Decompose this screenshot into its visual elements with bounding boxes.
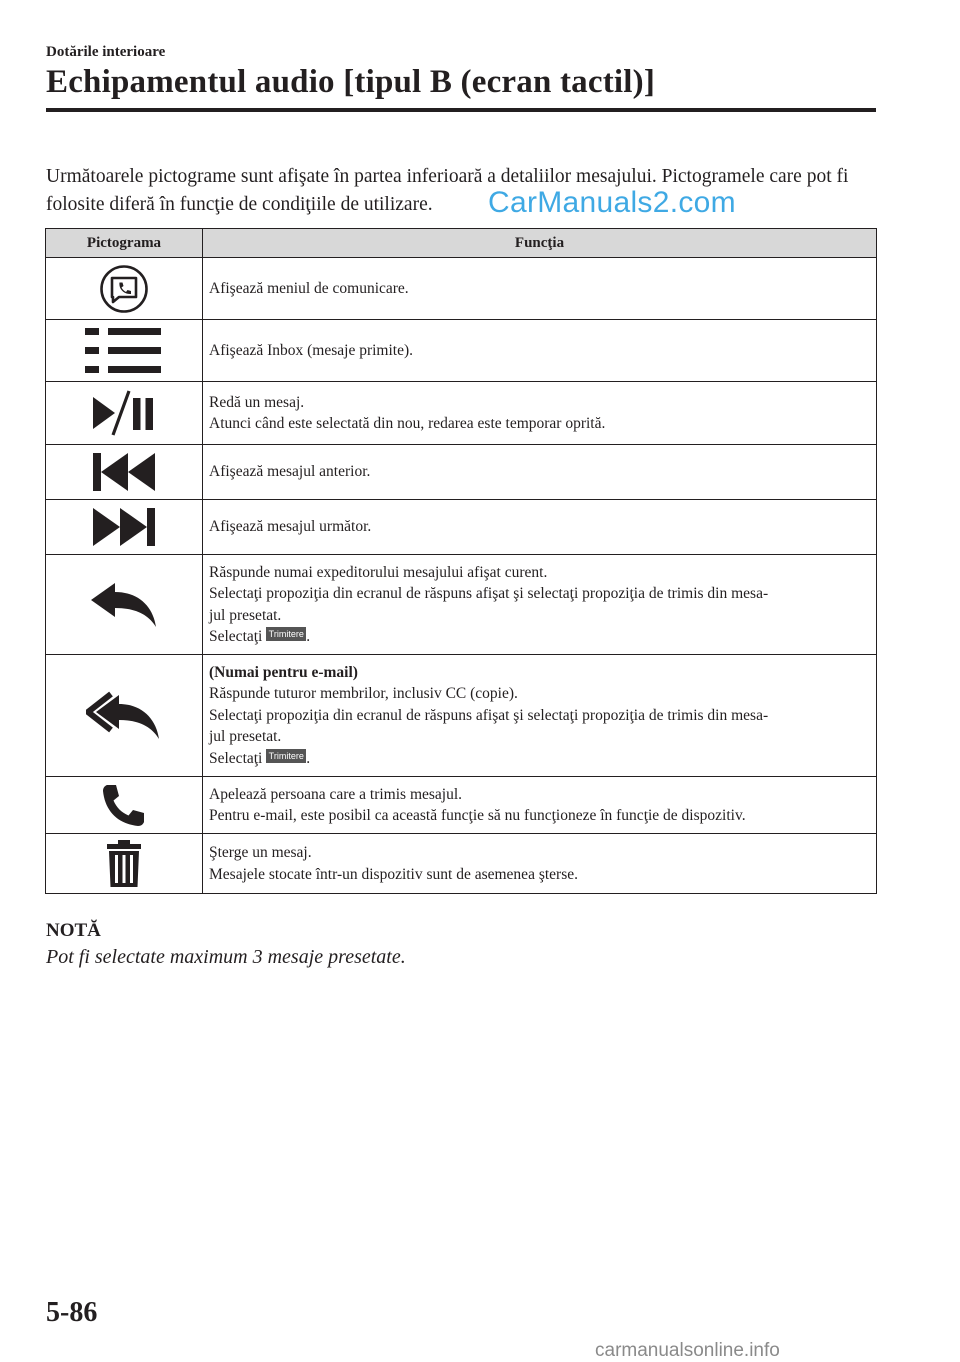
function-cell: [203, 320, 877, 382]
icon-cell: [46, 834, 203, 894]
select-line: [209, 748, 870, 770]
icon-cell: [46, 320, 203, 382]
title-rule: [46, 108, 876, 112]
table-row: [46, 320, 877, 382]
icon-cell: [46, 777, 203, 834]
select-suffix: .: [306, 628, 311, 645]
icon-cell: [46, 258, 203, 320]
function-cell: [203, 258, 877, 320]
function-text: Mesajele stocate într-un dispozitiv sunt de asemenea şterse.: [209, 865, 578, 883]
function-text: Şterge un mesaj.: [209, 844, 312, 861]
next-icon: [92, 506, 156, 548]
table-row: [46, 500, 877, 555]
icon-cell: [46, 500, 203, 555]
icon-cell: [46, 555, 203, 655]
function-text: jul presetat.: [209, 728, 282, 746]
select-prefix: Selectaţi: [209, 749, 263, 767]
function-text: Atunci când este selectată din nou, redarea este temporar oprită.: [209, 415, 606, 432]
function-text: Răspunde tuturor membrilor, inclusiv CC (copie).: [209, 685, 518, 703]
table-row: [46, 445, 877, 500]
send-button[interactable]: Trimitere: [266, 627, 306, 641]
intro-paragraph: Următoarele pictograme sunt afişate în partea inferioară a detaliilor mesajului. Pictogramele care pot fi folosite diferă în funcţie de condiţiile de utilizare.: [46, 166, 849, 215]
function-cell: [203, 382, 877, 445]
function-text: Redă un mesaj.: [209, 393, 305, 411]
table-row: [46, 555, 877, 655]
table-row: [46, 258, 877, 320]
function-text: Afişează Inbox (mesaje primite).: [209, 341, 413, 359]
function-text-bold: (Numai pentru e-mail): [209, 663, 358, 681]
select-line: [209, 626, 870, 648]
icon-cell: [46, 655, 203, 777]
function-cell: [203, 500, 877, 555]
play-pause-icon: [89, 388, 159, 438]
section-label: Dotările interioare: [46, 44, 166, 60]
reply-icon: [89, 581, 159, 629]
function-text: Răspunde numai expeditorului mesajului afişat curent.: [209, 563, 548, 581]
function-text: Selectaţi propoziţia din ecranul de răspuns afişat şi selectaţi propoziţia de trimis din mesa-: [209, 706, 769, 724]
trash-icon: [105, 839, 143, 889]
function-text: Selectaţi propoziţia din ecranul de răspuns afişat şi selectaţi propoziţia de trimis din mesa-: [209, 585, 769, 602]
function-text: Afişează mesajul anterior.: [209, 463, 371, 481]
page-title: Echipamentul audio [tipul B (ecran tactil)]: [46, 64, 656, 100]
header-function: Funcţia: [203, 229, 877, 258]
inbox-list-icon: [83, 326, 165, 376]
function-text: Afişează mesajul următor.: [209, 518, 372, 536]
watermark: CarManuals2.com: [488, 186, 736, 219]
function-text: jul presetat.: [209, 606, 282, 624]
icon-cell: [46, 382, 203, 445]
table-row: [46, 382, 877, 445]
icon-table: [45, 228, 877, 894]
function-text: Pentru e-mail, este posibil ca această funcţie să nu funcţioneze în funcţie de dispozitiv.: [209, 807, 746, 824]
table-header-row: [46, 229, 877, 258]
function-cell: [203, 445, 877, 500]
send-button[interactable]: Trimitere: [266, 749, 306, 763]
function-cell: [203, 777, 877, 834]
function-cell: [203, 834, 877, 894]
footer-watermark: carmanualsonline.info: [595, 1340, 780, 1361]
function-cell: [203, 655, 877, 777]
note-text: Pot fi selectate maximum 3 mesaje presetate.: [46, 946, 406, 968]
function-text: Afişează meniul de comunicare.: [209, 279, 409, 297]
select-suffix: .: [306, 749, 311, 767]
table-row: [46, 777, 877, 834]
icon-cell: [46, 445, 203, 500]
communication-menu-icon: [98, 263, 150, 315]
reply-all-icon: [86, 691, 162, 741]
page-number: 5-86: [46, 1297, 98, 1328]
note-title: NOTĂ: [46, 920, 101, 941]
function-cell: [203, 555, 877, 655]
previous-icon: [92, 451, 156, 493]
table-row: [46, 655, 877, 777]
function-text: Apelează persoana care a trimis mesajul.: [209, 785, 463, 803]
header-icon: Pictograma: [46, 229, 203, 258]
phone-icon: [101, 782, 147, 828]
select-prefix: Selectaţi: [209, 628, 263, 645]
table-row: [46, 834, 877, 894]
